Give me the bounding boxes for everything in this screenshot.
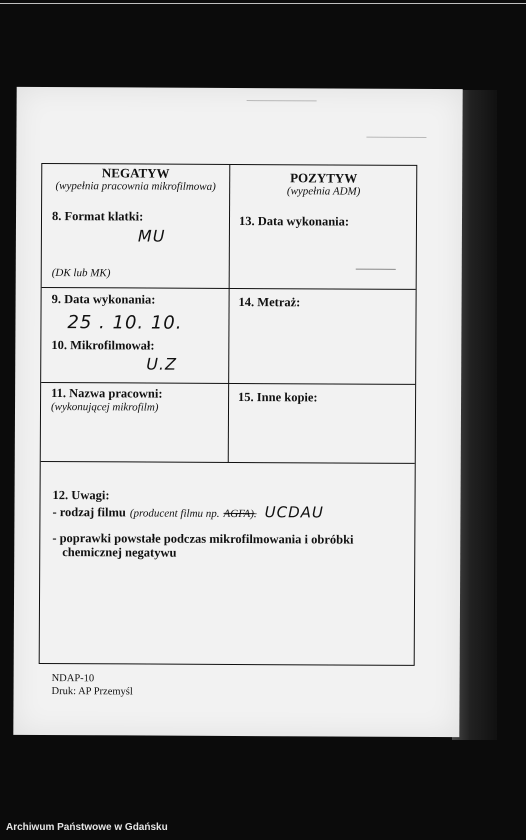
film-type-label: - rodzaj filmu	[52, 505, 126, 520]
scan-edge-line	[0, 3, 526, 4]
film-type-value: UCDAU	[264, 503, 324, 522]
field-10-label: 10. Mikrofilmował:	[51, 338, 155, 353]
field-10-value: U.Z	[146, 354, 178, 374]
form-table	[39, 163, 418, 666]
pozytyw-header	[231, 171, 416, 199]
row-divider	[41, 461, 415, 464]
field-11-hint: (wykonującej mikrofilm)	[50, 401, 159, 414]
field-11-label: 11. Nazwa pracowni:	[51, 386, 163, 401]
field-15-label: 15. Inne kopie:	[238, 390, 318, 405]
corrections-line-2: chemicznej negatywu	[62, 545, 177, 560]
field-8-value: MU	[137, 226, 166, 246]
print-info: Druk: AP Przemyśl	[51, 686, 133, 698]
corrections-line-1: - poprawki powstałe podczas mikrofilmowania i obróbki	[52, 531, 354, 547]
field-8-hint: (DK lub MK)	[51, 267, 111, 280]
pozytyw-subtitle: (wypełnia ADM)	[286, 185, 361, 198]
microfilm-card	[13, 87, 462, 737]
scan-scratch	[366, 137, 426, 138]
field-9-value: 25 . 10. 10.	[67, 312, 183, 334]
field-9-label: 9. Data wykonania:	[51, 292, 156, 307]
column-divider	[228, 165, 231, 462]
negatyw-title: NEGATYW	[101, 165, 170, 181]
film-type-hint-struck: AGFA).	[223, 507, 257, 521]
field-12-label: 12. Uwagi:	[52, 488, 110, 503]
film-type-line	[52, 502, 324, 522]
negatyw-header	[42, 166, 229, 194]
scan-scratch	[247, 100, 317, 101]
archive-caption: Archiwum Państwowe w Gdańsku	[6, 822, 168, 833]
field-8-label: 8. Format klatki:	[51, 209, 144, 224]
field-13-label: 13. Data wykonania:	[238, 214, 350, 229]
field-14-label: 14. Metraż:	[238, 295, 301, 310]
negatyw-subtitle: (wypełnia pracownia mikrofilmowa)	[55, 180, 216, 193]
pozytyw-title: POZYTYW	[290, 170, 358, 186]
form-code: NDAP-10	[51, 673, 95, 685]
film-type-hint: (producent filmu np.	[129, 507, 220, 520]
